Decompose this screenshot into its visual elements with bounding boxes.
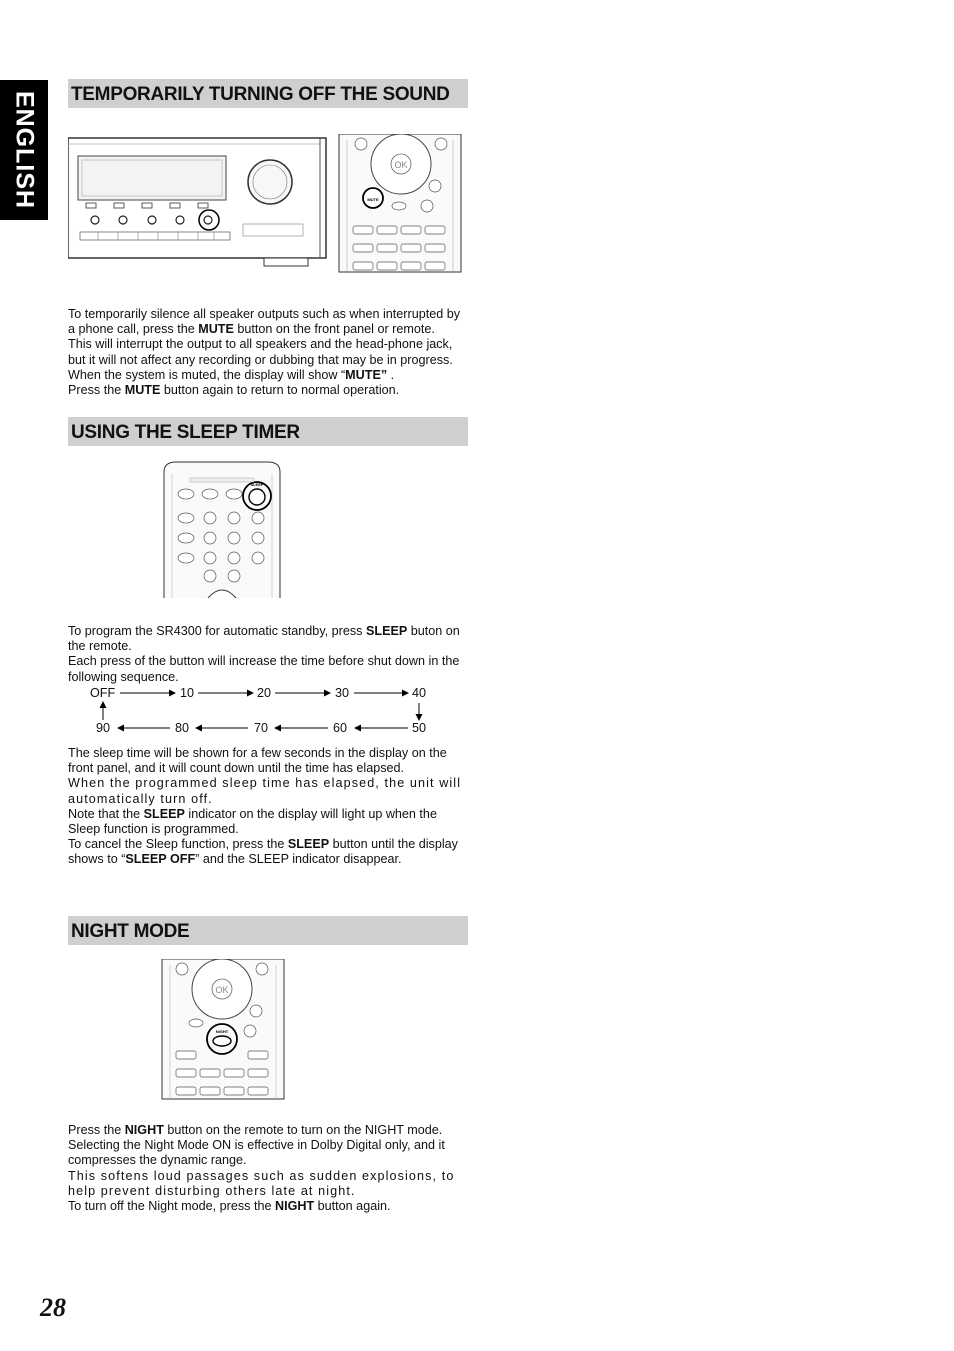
ok-label-night: OK bbox=[215, 985, 229, 995]
remote-mute-figure bbox=[337, 134, 463, 274]
night-para-4: To turn off the Night mode, press the NIGHT button again. bbox=[68, 1199, 391, 1214]
language-tab bbox=[0, 80, 48, 220]
seq-off: OFF bbox=[90, 686, 116, 700]
seq-50: 50 bbox=[412, 721, 427, 735]
night-button-label: NIGHT bbox=[215, 1029, 229, 1034]
section-title-mute: TEMPORARILY TURNING OFF THE SOUND bbox=[71, 84, 450, 105]
section-header-night bbox=[68, 916, 468, 945]
page-number: 28 bbox=[40, 1293, 66, 1322]
remote-sleep-figure bbox=[160, 460, 286, 600]
seq-30: 30 bbox=[335, 686, 350, 700]
night-description bbox=[68, 1123, 468, 1214]
seq-60: 60 bbox=[333, 721, 348, 735]
mute-button-label: MUTE bbox=[367, 197, 379, 202]
night-para-2: Selecting the Night Mode ON is effective in Dolby Digital only, and it compresses the dynamic range. bbox=[68, 1138, 445, 1168]
seq-40: 40 bbox=[412, 686, 427, 700]
sleep-button-label: SLEEP bbox=[250, 482, 264, 487]
ok-label: OK bbox=[394, 160, 408, 170]
seq-90: 90 bbox=[96, 721, 111, 735]
mute-para-4: Press the MUTE button again to return to normal operation. bbox=[68, 383, 400, 398]
seq-70: 70 bbox=[254, 721, 269, 735]
section-title-sleep: USING THE SLEEP TIMER bbox=[71, 422, 300, 443]
sleep-para-2: Each press of the button will increase the time before shut down in the following sequence. bbox=[68, 654, 460, 684]
sleep-para-6: To cancel the Sleep function, press the SLEEP button until the display shows to “SLEEP OFF” and the SLEEP indicator disappear. bbox=[68, 837, 458, 867]
seq-20: 20 bbox=[257, 686, 272, 700]
seq-80: 80 bbox=[175, 721, 190, 735]
section-header-sleep bbox=[68, 417, 468, 446]
sleep-sequence-diagram bbox=[60, 683, 460, 743]
mute-para-2: This will interrupt the output to all speakers and the head-phone jack, but it will not affect any recording or dubbing that may be in progress. bbox=[68, 337, 453, 367]
sleep-para-5: Note that the SLEEP indicator on the display will light up when the Sleep function is programmed. bbox=[68, 806, 437, 837]
section-header-mute bbox=[68, 79, 468, 108]
night-para-3: This softens loud passages such as sudden explosions, to help prevent disturbing others late at night. bbox=[68, 1168, 455, 1198]
receiver-front-panel-figure bbox=[68, 136, 330, 270]
night-para-1: Press the NIGHT button on the remote to turn on the NIGHT mode. bbox=[68, 1123, 443, 1137]
sleep-para-3: The sleep time will be shown for a few seconds in the display on the front panel, and it will count down until the time has elapsed. bbox=[68, 746, 447, 776]
remote-night-figure bbox=[160, 959, 286, 1101]
seq-10: 10 bbox=[180, 686, 195, 700]
language-tab-label: ENGLISH bbox=[10, 90, 39, 210]
mute-description bbox=[68, 307, 468, 398]
sleep-intro bbox=[68, 624, 468, 685]
sleep-details bbox=[68, 746, 468, 868]
mute-para-3: When the system is muted, the display will show “MUTE” . bbox=[68, 367, 395, 382]
sleep-para-1: To program the SR4300 for automatic standby, press SLEEP buton on the remote. bbox=[68, 624, 460, 654]
sleep-para-4: When the programmed sleep time has elapsed, the unit will automatically turn off. bbox=[68, 776, 462, 806]
section-title-night: NIGHT MODE bbox=[71, 921, 190, 942]
mute-para-1: To temporarily silence all speaker outputs such as when interrupted by a phone call, press the MUTE button on the front panel or remote. bbox=[68, 307, 461, 337]
